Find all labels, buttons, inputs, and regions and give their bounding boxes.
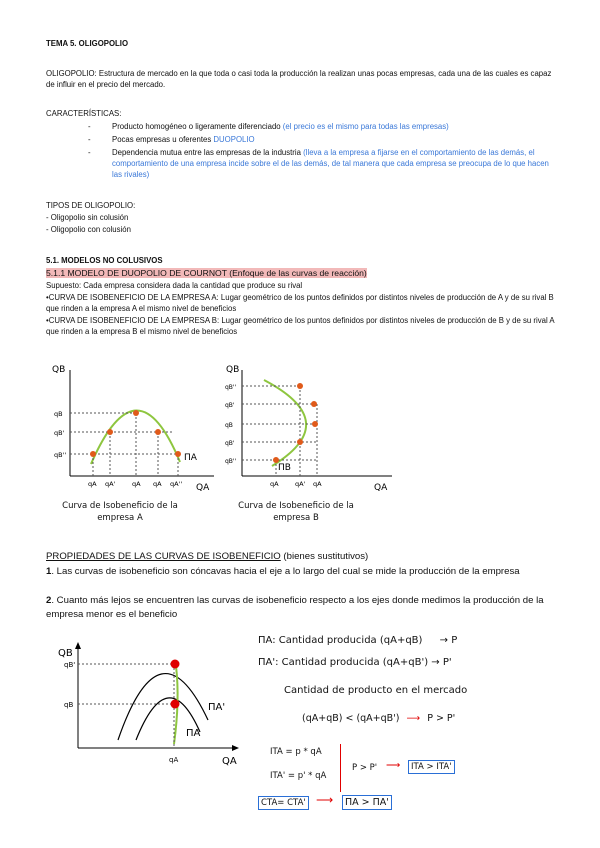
characteristics-heading: CARACTERÍSTICAS: — [46, 109, 122, 118]
figure-b-caption: Curva de Isobeneficio de la empresa B — [238, 501, 354, 523]
properties-heading: PROPIEDADES DE LAS CURVAS DE ISOBENEFICIO — [46, 551, 281, 562]
curve-point — [155, 429, 161, 435]
divider — [340, 744, 341, 792]
subsection-heading: 5.1.1 MODELO DE DUOPOLIO DE COURNOT (Enfoque de las curvas de reacción) — [46, 268, 367, 278]
characteristics-list — [88, 121, 558, 180]
list-item: - Oligopolio con colusión — [46, 225, 131, 234]
profit-comparison: ΠA > ΠA' — [342, 795, 392, 810]
curve-label: ΠA' — [208, 702, 226, 713]
note-line-3: Cantidad de producto en el mercado — [284, 685, 468, 696]
tick-label: qA' — [105, 480, 116, 488]
figure-a-caption: Curva de Isobeneficio de la empresa A — [62, 501, 178, 523]
tick-label: qB' — [64, 661, 76, 669]
y-axis-label: QB — [52, 365, 66, 375]
property-1: 1. Las curvas de isobeneficio son cóncavas hacia el eje a lo largo del cual se mide la producción de la empresa — [46, 566, 520, 577]
x-axis-label: QA — [374, 483, 388, 493]
section-heading: 5.1. MODELOS NO COLUSIVOS — [46, 256, 163, 265]
properties-heading-note: (bienes sustitutivos) — [280, 551, 369, 562]
tick-label: qB' — [225, 402, 235, 409]
isoprofit-chart-a — [44, 360, 224, 495]
tick-label: qB — [64, 701, 74, 709]
tick-label: qB'' — [54, 451, 67, 459]
definition-text: : Estructura de mercado en la que toda o casi toda la producción la realizan unas pocas empresas, cada una de las cuales es capaz de influir en el precio del mercado. — [46, 69, 552, 89]
tick-label: qA — [169, 756, 179, 764]
definition-term: OLIGOPOLIO — [46, 69, 95, 78]
arrow-icon: ⟶ — [316, 793, 334, 807]
x-axis-label: QA — [222, 756, 237, 767]
total-revenue-1: ITA = p * qA — [270, 747, 322, 757]
tick-label: qA — [88, 480, 97, 488]
definition — [46, 68, 552, 90]
list-item: - Pocas empresas u oferentes DUOPOLIO — [88, 134, 558, 145]
curve-point — [297, 439, 303, 445]
types-heading: TIPOS DE OLIGOPOLIO: — [46, 201, 136, 210]
curve-label: ΠA — [186, 728, 201, 739]
curve-point — [175, 451, 181, 457]
curve-point — [171, 660, 180, 669]
revenue-comparison: ITA > ITA' — [408, 760, 455, 774]
tick-label: qB'' — [225, 384, 237, 391]
curve-point — [133, 410, 139, 416]
arrow-icon: ⟶ — [386, 760, 401, 771]
curve-a-definition: •CURVA DE ISOBENEFICIO DE LA EMPRESA A: Lugar geométrico de los puntos definidos por distintos niveles de producción de A y de su rival B que rinden a la empresa A el mismo nivel de beneficios — [46, 293, 554, 313]
page-title: TEMA 5. OLIGOPOLIO — [46, 39, 129, 48]
x-axis-label: QA — [196, 483, 210, 493]
list-item: - Producto homogéneo o ligeramente diferenciado (el precio es el mismo para todas las empresas) — [88, 121, 558, 132]
curve-point — [312, 421, 318, 427]
y-axis-label: QB — [226, 365, 240, 375]
curve-point — [297, 383, 303, 389]
total-revenue-2: ITA' = p' * qA — [270, 771, 327, 781]
tick-label: qB' — [225, 440, 235, 447]
assumption: Supuesto: Cada empresa considera dada la cantidad que produce su rival — [46, 281, 303, 290]
list-item: - Dependencia mutua entre las empresas de la industria (lleva a la empresa a fijarse en el comportamiento de las demás, el comportamiento de una empresa incide sobre el de las demás, de tal manera que cada empresa se preocupa de lo que hacen las rivales) — [88, 147, 558, 180]
cost-equality: CTA= CTA' — [258, 796, 309, 810]
tick-label: qB'' — [225, 458, 237, 465]
tick-label: qA — [132, 480, 141, 488]
curve-label: ΠA — [184, 453, 197, 463]
note-line-2: ΠA': Cantidad producida (qA+qB') → P' — [258, 657, 452, 668]
curve-point — [311, 401, 317, 407]
tick-label: qB' — [54, 429, 65, 437]
tick-label: qA' — [295, 480, 306, 488]
curve-b-definition: •CURVA DE ISOBENEFICIO DE LA EMPRESA B: Lugar geométrico de los puntos definidos por distintos niveles de producción de B y de su rival A que rinden a la empresa B el mismo nivel de beneficios — [46, 316, 555, 336]
note-line-1: ΠA: Cantidad producida (qA+qB) → P — [258, 635, 458, 646]
properties-heading-line — [46, 550, 368, 564]
tick-label: qA — [270, 480, 279, 488]
tick-label: qB — [54, 410, 63, 418]
isoprofit-chart-b — [222, 360, 402, 495]
curve-point — [171, 700, 180, 709]
curve-point — [90, 451, 96, 457]
curve-point — [107, 429, 113, 435]
tick-label: qA'' — [170, 480, 183, 488]
y-axis-label: QB — [58, 648, 73, 659]
note-line-4: (qA+qB) < (qA+qB') ⟶ P > P' — [302, 713, 456, 724]
tick-label: qA — [153, 480, 162, 488]
price-comparison: P > P' — [352, 763, 378, 773]
tick-label: qA — [313, 480, 322, 488]
tick-label: qB — [225, 422, 233, 429]
curve-label: ΠB — [278, 463, 291, 473]
property-2: 2. Cuanto más lejos se encuentren las curvas de isobeneficio respecto a los ejes donde medimos la producción de la empresa menor es el beneficio — [46, 595, 544, 620]
list-item: - Oligopolio sin colusión — [46, 213, 129, 222]
isoprofit-comparison-chart — [40, 640, 250, 770]
